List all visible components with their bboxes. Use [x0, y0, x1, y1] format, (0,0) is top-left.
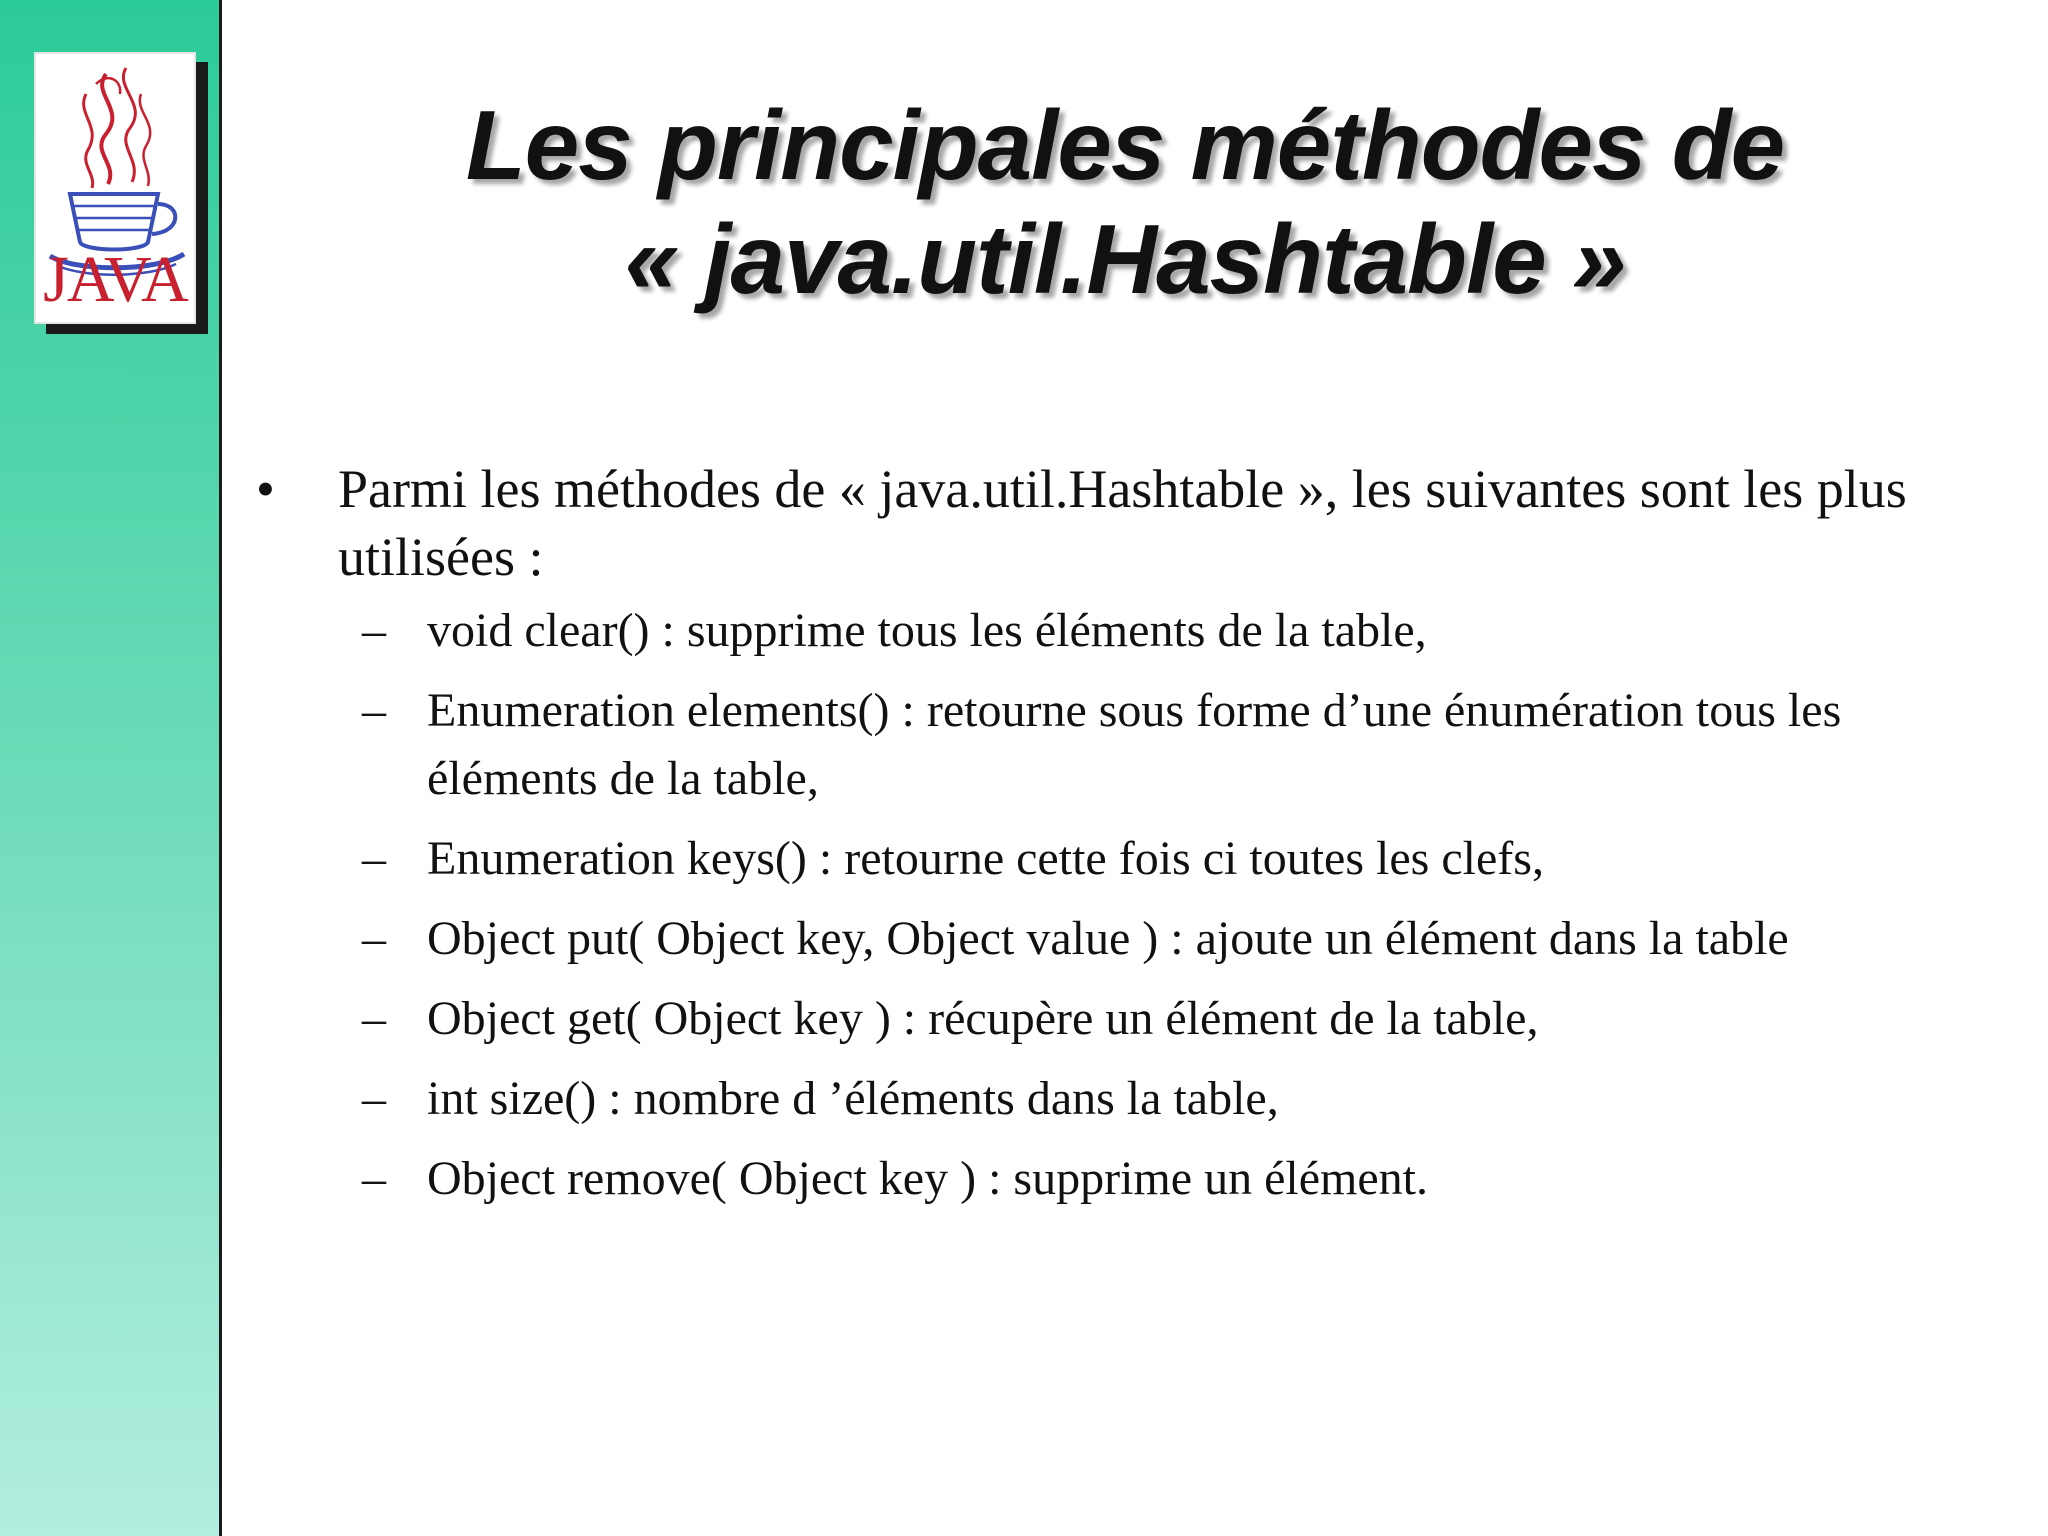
slide-title	[240, 88, 2010, 316]
list-item-text: Object get( Object key ) : récupère un élément de la table,	[427, 992, 1539, 1045]
list-item-text: Enumeration keys() : retourne cette fois ci toutes les clefs,	[427, 832, 1544, 885]
list-item-text: Object put( Object key, Object value ) : ajoute un élément dans la table	[427, 912, 1789, 965]
dash-marker: –	[362, 992, 386, 1045]
list-item	[250, 1145, 1947, 1213]
list-item	[250, 825, 1947, 893]
bullet-marker: •	[256, 459, 275, 519]
list-item-text: Object remove( Object key ) : supprime un élément.	[427, 1152, 1428, 1205]
list-item-text: void clear() : supprime tous les éléments de la table,	[427, 604, 1427, 657]
java-logo	[34, 52, 196, 324]
title-line-1: Les principales méthodes de	[465, 90, 1785, 200]
slide-content	[250, 455, 1930, 1225]
dash-marker: –	[362, 684, 386, 737]
dash-marker: –	[362, 1152, 386, 1205]
dash-marker: –	[362, 912, 386, 965]
dash-marker: –	[362, 832, 386, 885]
list-item-text: int size() : nombre d ’éléments dans la table,	[427, 1072, 1279, 1125]
java-wordmark: JAVA	[43, 243, 187, 316]
list-item-text: Enumeration elements() : retourne sous forme d’une énumération tous les éléments de la table,	[427, 684, 1842, 805]
title-line-2: « java.util.Hashtable »	[624, 204, 1626, 314]
list-item	[250, 905, 1947, 973]
list-item	[250, 677, 1947, 813]
dash-marker: –	[362, 604, 386, 657]
bullet-text: Parmi les méthodes de « java.util.Hashtable », les suivantes sont les plus utilisées :	[338, 459, 1907, 587]
main-bullet	[250, 455, 1930, 591]
method-list	[250, 597, 1930, 1213]
list-item	[250, 985, 1947, 1053]
list-item	[250, 597, 1947, 665]
dash-marker: –	[362, 1072, 386, 1125]
list-item	[250, 1065, 1947, 1133]
